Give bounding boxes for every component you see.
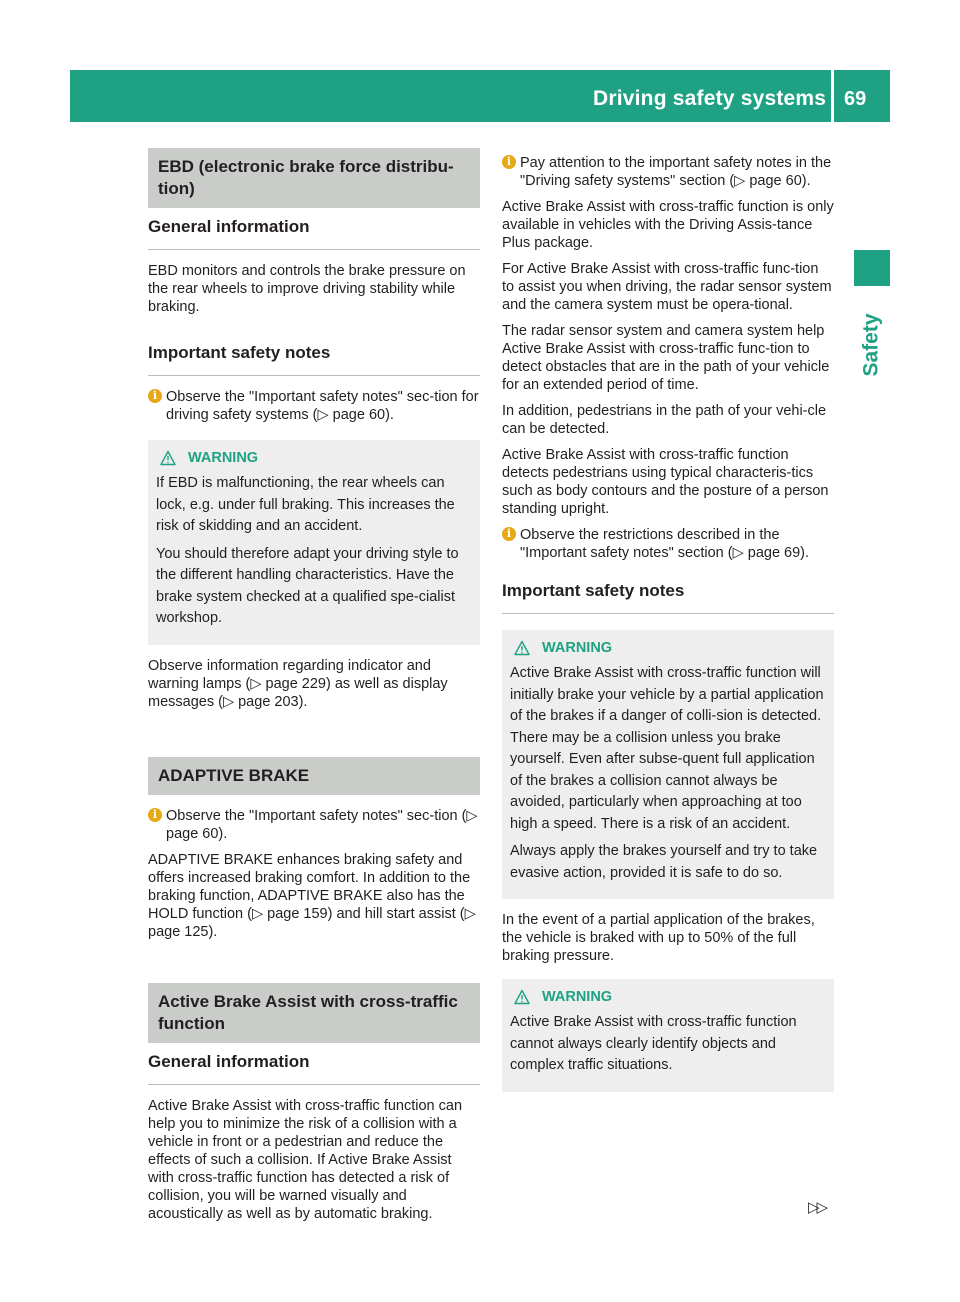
info-icon: i bbox=[502, 527, 516, 541]
warning-title bbox=[510, 639, 826, 657]
chapter-title: Driving safety systems bbox=[593, 87, 827, 110]
left-column bbox=[148, 148, 480, 1231]
info-note bbox=[502, 154, 834, 190]
page-header bbox=[70, 70, 890, 122]
warning-box bbox=[502, 979, 834, 1092]
subheading-general-info: General information bbox=[148, 208, 480, 250]
section-heading-active-brake-assist: Active Brake Assist with cross-traffic function bbox=[148, 983, 480, 1043]
adaptive-brake-text: ADAPTIVE BRAKE enhances braking safety and offers increased braking comfort. In addition to the braking function, ADAPTIVE BRAKE also has the HOLD function (▷ page 159) and hill start assist (▷ page 125). bbox=[148, 851, 476, 940]
warning-text: Active Brake Assist with cross-traffic function will initially brake your vehicle by a partial application of the brakes if a danger of colli-sion is detected. There may be a collision unless you brake yourself. Even after subse-quent full application of the brakes a collision cannot always be avoided, particularly when approaching at too high a speed. There is a risk of an accident. bbox=[510, 665, 824, 832]
page-number: 69 bbox=[844, 88, 867, 110]
warning-box bbox=[148, 440, 480, 645]
warning-text: You should therefore adapt your driving style to the different handling characteristics. Have the brake system checked at a qualified spe-cialist workshop. bbox=[156, 545, 459, 626]
section-heading-ebd: EBD (electronic brake force distribu-tion) bbox=[148, 148, 480, 208]
warning-title bbox=[510, 988, 826, 1006]
header-divider bbox=[831, 70, 834, 122]
warning-triangle-icon bbox=[514, 989, 530, 1005]
info-note-text: Pay attention to the important safety notes in the "Driving safety systems" section (▷ page 60). bbox=[520, 155, 832, 189]
subheading-safety-notes: Important safety notes bbox=[148, 334, 480, 376]
section-heading-adaptive-brake: ADAPTIVE BRAKE bbox=[148, 757, 480, 795]
warning-title bbox=[156, 449, 472, 467]
info-note-text: Observe the "Important safety notes" sec-tion for driving safety systems (▷ page 60). bbox=[166, 389, 479, 423]
right-column bbox=[502, 154, 834, 1104]
warning-triangle-icon bbox=[514, 640, 530, 656]
info-note-text: Observe the "Important safety notes" sec-tion (▷ page 60). bbox=[166, 807, 478, 842]
warning-text: Active Brake Assist with cross-traffic function cannot always clearly identify objects and complex traffic situations. bbox=[510, 1014, 797, 1073]
section-tab-text: Safety bbox=[860, 313, 883, 377]
body-text: The radar sensor system and camera system help Active Brake Assist with cross-traffic func-tion to detect obstacles that are in the path of your vehicle for an extended period of time. bbox=[502, 323, 830, 393]
info-icon: i bbox=[148, 389, 162, 403]
subheading-general-info: General information bbox=[148, 1043, 480, 1085]
section-tab-label bbox=[855, 290, 889, 400]
ebd-general-text: EBD monitors and controls the brake pressure on the rear wheels to improve driving stability while braking. bbox=[148, 263, 466, 315]
continued-arrow-icon: ▷▷ bbox=[808, 1199, 826, 1216]
indicator-info-text: Observe information regarding indicator and warning lamps (▷ page 229) as well as display messages (▷ page 203). bbox=[148, 657, 448, 710]
info-icon: i bbox=[502, 155, 516, 169]
section-tab-marker bbox=[854, 250, 890, 286]
warning-title-text: WARNING bbox=[542, 989, 613, 1005]
body-text: Active Brake Assist with cross-traffic function detects pedestrians using typical characteris-tics such as body contours and the posture of a person standing upright. bbox=[502, 447, 829, 517]
warning-triangle-icon bbox=[160, 450, 176, 466]
body-text: In the event of a partial application of the brakes, the vehicle is braked with up to 50% of the full braking pressure. bbox=[502, 912, 815, 964]
body-text: In addition, pedestrians in the path of your vehi-cle can be detected. bbox=[502, 403, 827, 437]
subheading-safety-notes: Important safety notes bbox=[502, 572, 834, 614]
info-note bbox=[502, 526, 834, 562]
info-note bbox=[148, 807, 480, 843]
warning-title-text: WARNING bbox=[542, 640, 613, 656]
warning-title-text: WARNING bbox=[188, 450, 259, 466]
body-text: For Active Brake Assist with cross-traffic func-tion to assist you when driving, the radar sensor system and the camera system must be opera-tional. bbox=[502, 261, 832, 313]
warning-text: Always apply the brakes yourself and try to take evasive action, provided it is safe to do so. bbox=[510, 843, 818, 881]
info-icon: i bbox=[148, 808, 162, 822]
body-text: Active Brake Assist with cross-traffic function is only available in vehicles with the Driving Assis-tance Plus package. bbox=[502, 199, 834, 251]
info-note bbox=[148, 388, 480, 424]
info-note-text: Observe the restrictions described in the "Important safety notes" section (▷ page 69). bbox=[520, 527, 810, 561]
warning-box bbox=[502, 630, 834, 899]
warning-text: If EBD is malfunctioning, the rear wheels can lock, e.g. under full braking. This increases the risk of skidding and an accident. bbox=[156, 475, 455, 534]
aba-general-text: Active Brake Assist with cross-traffic function can help you to minimize the risk of a collision with a vehicle in front or a pedestrian and reduce the effects of such a collision. If Active Brake Assist with cross-traffic function has detected a risk of collision, you will be warned visually and acoustically as well as by automatic braking. bbox=[148, 1097, 463, 1222]
